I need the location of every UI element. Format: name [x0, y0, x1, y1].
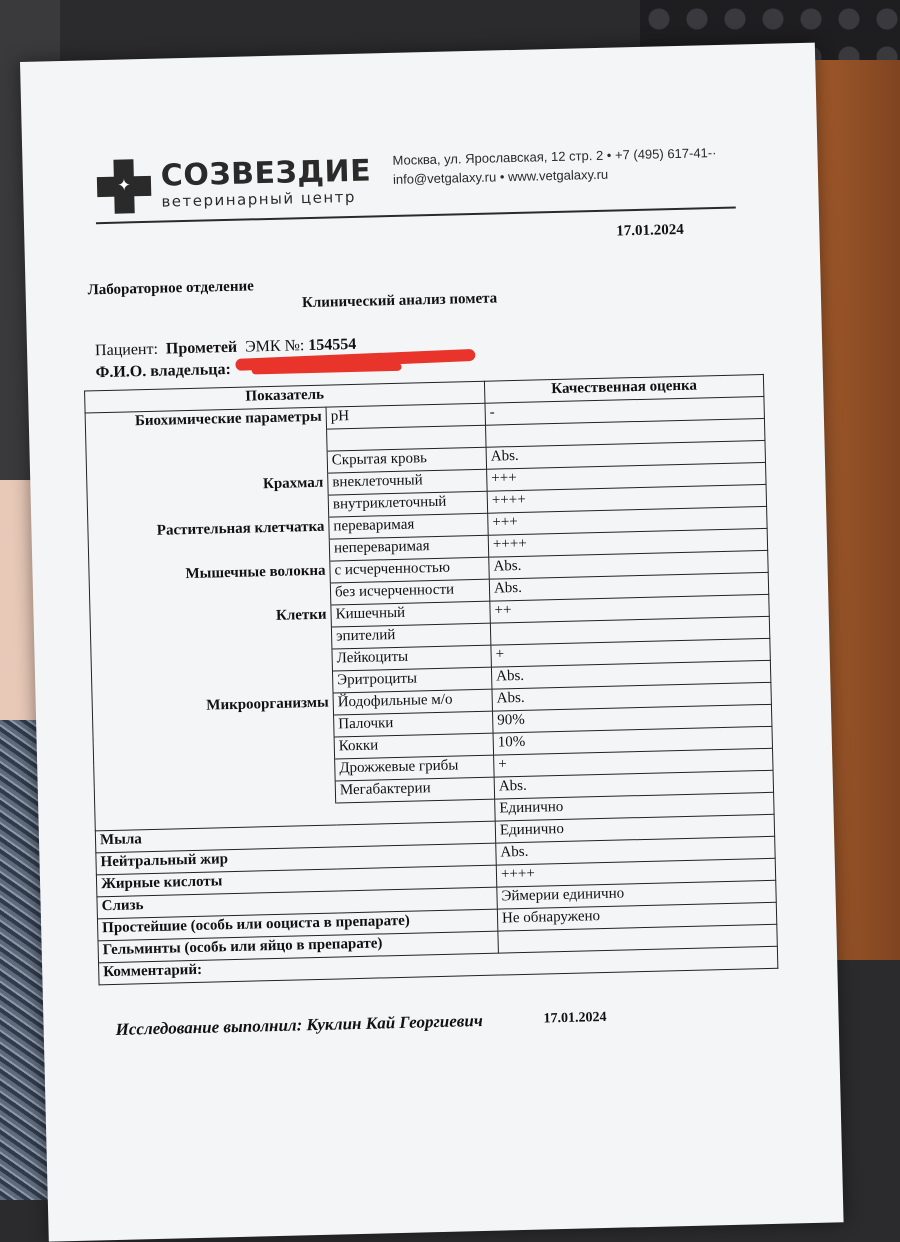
cell-param: Кокки — [334, 733, 493, 759]
cell-label: Нейтральный жир — [96, 843, 496, 875]
cell-value: Единично — [495, 814, 774, 843]
cell-group: Биохимические параметры — [85, 407, 326, 435]
cell-param: Кишечный — [331, 601, 490, 627]
clinic-name: СОЗВЕЗДИЕ — [160, 153, 372, 194]
cell-value: + — [491, 638, 770, 667]
cell-value: Abs. — [486, 440, 765, 469]
cell-value: +++ — [487, 462, 766, 491]
cell-param: Дрожжевые грибы — [335, 755, 494, 781]
cell-value: Abs. — [492, 682, 771, 711]
report-title: Клинический анализ помета — [301, 290, 498, 312]
cell-value: Abs. — [496, 836, 775, 865]
cell-value: ++++ — [487, 484, 766, 513]
cell-label: Слизь — [97, 887, 497, 919]
cell-value: - — [485, 396, 764, 425]
cell-param: Скрытая кровь — [327, 447, 486, 473]
analysis-table — [84, 374, 778, 985]
cell-group: Растительная клетчатка — [88, 517, 329, 545]
cell-value: 90% — [493, 704, 772, 733]
cell-value: 10% — [493, 726, 772, 755]
emk-label: ЭМК №: — [244, 337, 305, 356]
cell-value: Abs. — [489, 572, 768, 601]
cell-param: эпителий — [331, 623, 490, 649]
cell-param: внутриклеточный — [328, 491, 487, 517]
comment-label: Комментарий: — [99, 946, 778, 985]
cell-label: Мыла — [95, 821, 495, 853]
cell-param: Йодофильные м/о — [333, 689, 492, 715]
cell-group: Микроорганизмы — [92, 693, 333, 721]
cell-value: Эймерии единично — [497, 880, 776, 909]
cell-value: Abs. — [491, 660, 770, 689]
owner-label: Ф.И.О. владельца: — [95, 360, 232, 382]
cell-value: Abs. — [489, 550, 768, 579]
lab-report-sheet — [20, 43, 844, 1242]
cell-param: переваримая — [329, 513, 488, 539]
cell-param: Лейкоциты — [332, 645, 491, 671]
cell-group: Мышечные волокна — [89, 561, 330, 589]
header-assessment: Качественная оценка — [484, 374, 763, 403]
cell-param: Мегабактерии — [335, 777, 494, 803]
clinic-web: info@vetgalaxy.ru • www.vetgalaxy.ru — [392, 166, 609, 187]
cell-value: ++++ — [488, 528, 767, 557]
clinic-address: Москва, ул. Ярославская, 12 стр. 2 • +7 (495) 617-41-· — [392, 145, 717, 168]
cell-label: Гельминты (особь или яйцо в препарате) — [98, 931, 498, 963]
report-date: 17.01.2024 — [616, 221, 684, 240]
cell-param: Палочки — [334, 711, 493, 737]
cell-param: pH — [326, 403, 485, 429]
cell-param: непереваримая — [329, 535, 488, 561]
cell-param: без исчерченности — [330, 579, 489, 605]
cell-value: ++++ — [496, 858, 775, 887]
cell-label: Простейшие (особь или ооциста в препарате) — [97, 909, 497, 941]
cell-value: Не обнаружено — [497, 902, 776, 931]
cell-value: +++ — [488, 506, 767, 535]
cell-param: внеклеточный — [328, 469, 487, 495]
cross-star-logo-icon: ✦ — [94, 157, 153, 216]
cell-label: Жирные кислоты — [96, 865, 496, 897]
clinic-contacts — [392, 143, 717, 189]
cell-value: Abs. — [494, 770, 773, 799]
performed-by: Исследование выполнил: Куклин Кай Георгиевич — [115, 1010, 483, 1039]
cell-value: ++ — [490, 594, 769, 623]
cell-group: Крахмал — [87, 473, 328, 501]
department: Лабораторное отделение — [87, 278, 254, 299]
header-indicator: Показатель — [85, 381, 485, 413]
cell-param: с исчерченностью — [330, 557, 489, 583]
clinic-subtitle: ветеринарный центр — [161, 187, 357, 211]
clinic-logo — [94, 151, 372, 216]
cell-param: Эритроциты — [332, 667, 491, 693]
signature-date: 17.01.2024 — [543, 1009, 607, 1027]
cell-value: Единично — [495, 792, 774, 821]
emk-number: 154554 — [308, 335, 357, 355]
patient-label: Пациент: — [94, 340, 159, 360]
patient-name: Прометей — [165, 338, 238, 358]
cell-value: + — [494, 748, 773, 777]
cell-group: Клетки — [90, 605, 331, 633]
